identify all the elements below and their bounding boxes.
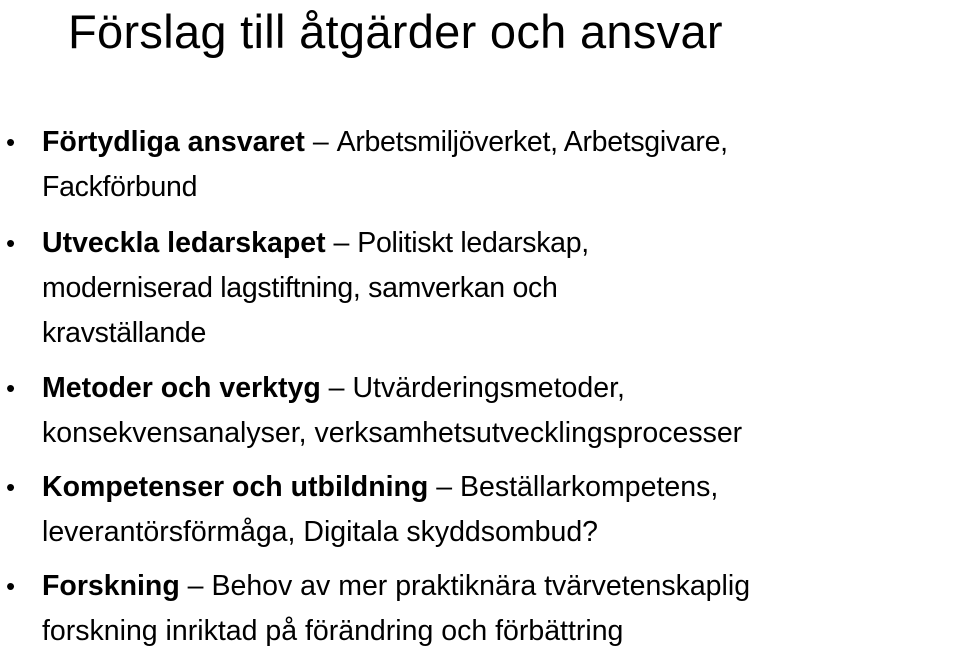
bullet-icon: •	[6, 127, 16, 157]
bullet-term: Utveckla ledarskapet	[42, 227, 326, 259]
bullet-term: Kompetenser och utbildning	[42, 471, 429, 503]
bullet-desc-line-3: kravställande	[42, 317, 207, 349]
bullet-desc-line-2: moderniserad lagstiftning, samverkan och	[42, 272, 558, 304]
bullet-dash: –	[179, 570, 212, 602]
bullet-icon: •	[6, 228, 16, 258]
bullet-dash: –	[304, 126, 337, 158]
slide-title: Förslag till åtgärder och ansvar	[68, 5, 723, 58]
bullet-desc-line-1: Arbetsmiljöverket, Arbetsgivare,	[336, 126, 728, 158]
bullet-item-forskning	[6, 564, 957, 654]
bullet-item-kompetenser-och-utbildning	[6, 465, 957, 555]
bullet-desc-line-1: Behov av mer praktiknära tvärvetenskaplig	[211, 570, 751, 602]
bullet-desc-line-2: Fackförbund	[42, 171, 198, 203]
bullet-desc-line-1: Utvärderingsmetoder,	[352, 372, 625, 404]
bullet-dash: –	[325, 227, 358, 259]
bullet-desc-line-2: leverantörsförmåga, Digitala skyddsombud?	[42, 516, 599, 548]
bullet-item-forstydliga-ansvaret	[6, 120, 957, 210]
bullet-dash: –	[320, 372, 353, 404]
bullet-term: Forskning	[42, 570, 180, 602]
bullet-item-metoder-och-verktyg	[6, 366, 957, 456]
bullet-term: Förtydliga ansvaret	[42, 126, 305, 158]
bullet-icon: •	[6, 373, 16, 403]
bullet-icon: •	[6, 472, 16, 502]
bullet-icon: •	[6, 571, 16, 601]
bullet-desc-line-2: konsekvensanalyser, verksamhetsutvecklingsprocesser	[42, 417, 743, 449]
bullet-desc-line-1: Politiskt ledarskap,	[357, 227, 589, 259]
bullet-desc-line-1: Beställarkompetens,	[460, 471, 719, 503]
bullet-item-utveckla-ledarskapet	[6, 221, 957, 356]
bullet-desc-line-2: forskning inriktad på förändring och förbättring	[42, 615, 624, 647]
bullet-term: Metoder och verktyg	[42, 372, 321, 404]
bullet-dash: –	[428, 471, 461, 503]
